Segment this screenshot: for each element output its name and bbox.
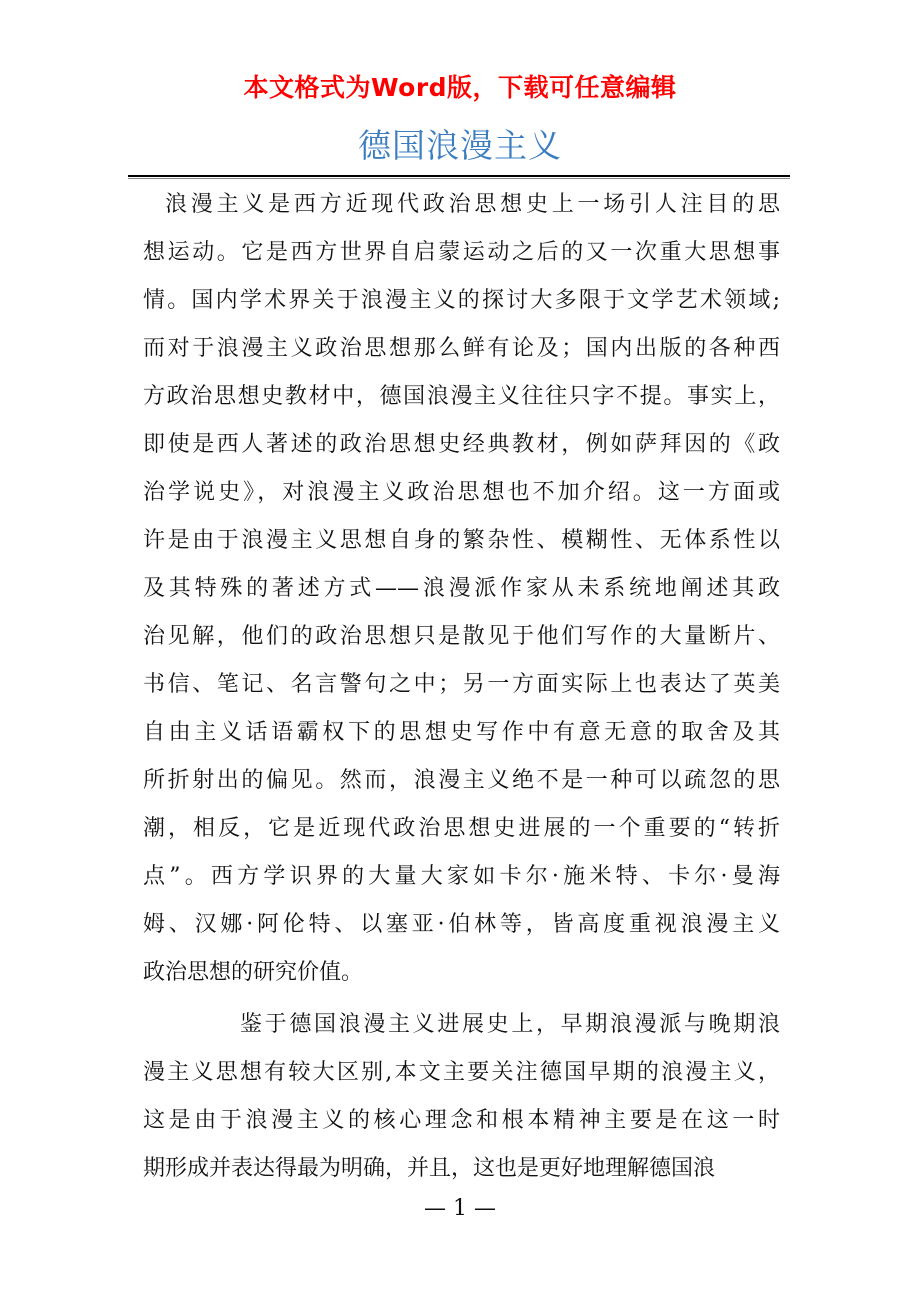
text-line: 许是由于浪漫主义思想自身的繁杂性、模糊性、无体系性以 [143,528,780,553]
paragraph-1 [143,181,780,997]
text-line: 所折射出的偏见。然而，浪漫主义绝不是一种可以疏忽的思 [143,768,780,793]
document-body [143,181,780,1193]
text-line: 点”。西方学识界的大量大家如卡尔·施米特、卡尔·曼海 [143,864,780,889]
title-divider [128,175,790,177]
text-line: 鉴于德国浪漫主义进展史上，早期浪漫派与晚期浪 [240,1012,780,1037]
text-line: 浪漫主义是西方近现代政治思想史上一场引人注目的思 [165,192,780,217]
text-line: 书信、笔记、名言警句之中；另一方面实际上也表达了英美 [143,672,780,697]
text-line: 即使是西人著述的政治思想史经典教材，例如萨拜因的《政 [143,432,780,457]
text-line: 姆、汉娜·阿伦特、以塞亚·伯林等，皆高度重视浪漫主义 [143,912,780,937]
text-line: 潮，相反，它是近现代政治思想史进展的一个重要的“转折 [143,816,780,841]
editable-format-notice: 本文格式为Word版，下载可任意编辑 [243,73,677,102]
text-line: 而对于浪漫主义政治思想那么鲜有论及；国内出版的各种西 [143,336,780,361]
text-line: 及其特殊的著述方式——浪漫派作家从未系统地阐述其政 [143,576,780,601]
document-title: 德国浪漫主义 [358,126,562,165]
text-line: 这是由于浪漫主义的核心理念和根本精神主要是在这一时 [143,1108,780,1133]
text-line: 治见解，他们的政治思想只是散见于他们写作的大量断片、 [143,624,780,649]
text-line: 情。国内学术界关于浪漫主义的探讨大多限于文学艺术领域; [143,288,780,313]
text-line: 方政治思想史教材中，德国浪漫主义往往只字不提。事实上， [143,384,780,409]
text-line: 政治思想的研究价值。 [143,960,364,985]
paragraph-2 [143,1001,780,1193]
title-divider-thin [128,178,790,179]
text-line: 想运动。它是西方世界自启蒙运动之后的又一次重大思想事 [143,240,780,265]
text-line: 期形成并表达得最为明确，并且，这也是更好地理解德国浪 [143,1156,716,1181]
text-line: 漫主义思想有较大区别,本文主要关注德国早期的浪漫主义， [143,1060,780,1085]
page-number: — 1 — [424,1196,496,1221]
text-line: 治学说史》，对浪漫主义政治思想也不加介绍。这一方面或 [143,480,780,505]
text-line: 自由主义话语霸权下的思想史写作中有意无意的取舍及其 [143,720,780,745]
